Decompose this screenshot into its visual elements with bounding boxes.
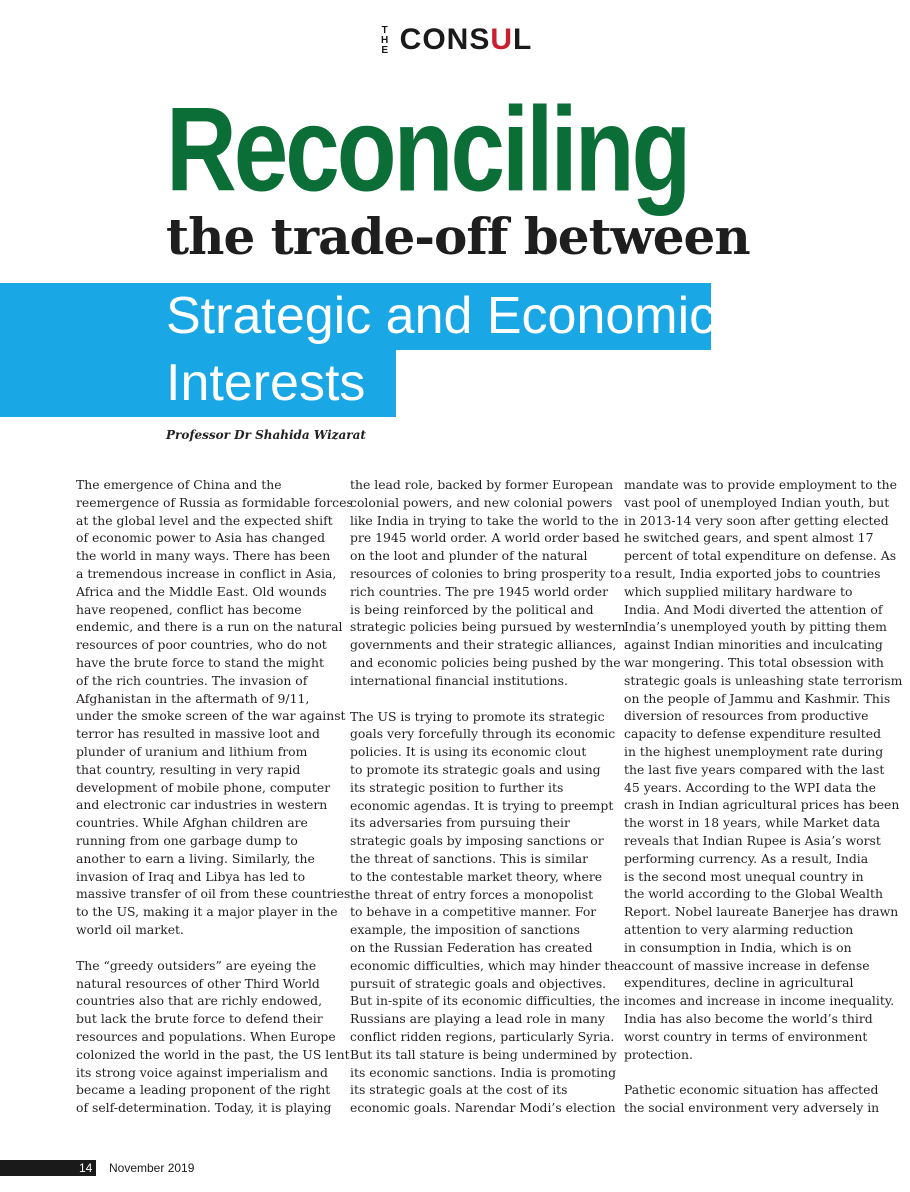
article-line: countries. While Afghan children are (76, 815, 308, 831)
article-line: war mongering. This total obsession with (624, 654, 884, 670)
article-line: its economic sanctions. India is promoting (350, 1064, 617, 1080)
article-line: vast pool of unemployed Indian youth, but (624, 494, 890, 510)
article-line: economic goals. Narendar Modi’s election (350, 1100, 616, 1116)
article-paragraph (624, 1081, 886, 1117)
article-line: worst country in terms of environment (624, 1028, 868, 1044)
article-line: of self-determination. Today, it is playing (76, 1100, 332, 1116)
masthead-the-letter: E (381, 45, 388, 56)
article-line: colonial powers, and new colonial powers (350, 494, 613, 510)
article-line: percent of total expenditure on defense. As (624, 548, 897, 564)
article-line: terror has resulted in massive loot and (76, 726, 320, 742)
article-line: the worst in 18 years, while Market data (624, 815, 881, 831)
article-paragraph (76, 476, 353, 939)
article-line: its strong voice against imperialism and (76, 1064, 328, 1080)
article-line: to the contestable market theory, where (350, 868, 603, 884)
article-line: the world in many ways. There has been (76, 548, 331, 564)
article-line: a result, India exported jobs to countries (624, 565, 881, 581)
article-line: to the US, making it a major player in the (76, 904, 338, 920)
masthead-the-text (380, 26, 390, 56)
article-line: under the smoke screen of the war against (76, 708, 346, 724)
article-line: the lead role, backed by former European (350, 477, 614, 492)
article-line: attention to very alarming reduction (624, 921, 854, 937)
article-line: The US is trying to promote its strategic (350, 708, 605, 724)
article-line: development of mobile phone, computer (76, 779, 331, 795)
article-line: that country, resulting in very rapid (76, 761, 301, 777)
article-line: strategic goals is unleashing state terrorism (624, 672, 903, 688)
page-number: 14 (79, 1161, 93, 1175)
article-line: governments and their strategic alliances, (350, 637, 617, 653)
article-line: invasion of Iraq and Libya has led to (76, 868, 306, 884)
article-line: to behave in a competitive manner. For (350, 904, 597, 920)
article-line: reemergence of Russia as formidable forces (76, 494, 353, 510)
article-line: But in-spite of its economic difficulties, the (350, 993, 620, 1009)
article-line: countries also that are richly endowed, (76, 993, 323, 1009)
article-line: and electronic car industries in western (76, 797, 328, 813)
article-line: of the rich countries. The invasion of (76, 672, 308, 688)
article-line: The emergence of China and the (76, 477, 282, 492)
article-line: the last five years compared with the last (624, 761, 885, 777)
article-paragraph (76, 957, 350, 1117)
article-line: the threat of entry forces a monopolist (350, 886, 594, 902)
article-line: natural resources of other Third World (76, 975, 320, 991)
masthead-name: CONSUL (399, 23, 533, 56)
article-line: conflict ridden regions, particularly Syria. (350, 1028, 615, 1044)
article-line: is being reinforced by the political and (350, 601, 594, 617)
article-line: plunder of uranium and lithium from (76, 743, 308, 759)
masthead-the (380, 26, 390, 56)
article-line: diversion of resources from productive (624, 708, 869, 724)
article-line: pre 1945 world order. A world order based (350, 530, 620, 546)
article-line: strategic goals by imposing sanctions or (350, 833, 604, 849)
article-line: became a leading proponent of the right (76, 1082, 331, 1098)
title-band-line-2: Interests (166, 354, 366, 412)
article-line: have reopened, conflict has become (76, 601, 302, 617)
masthead-the-letter: H (381, 35, 389, 46)
article-line: example, the imposition of sanctions (350, 922, 580, 938)
article-line: economic agendas. It is trying to preempt (350, 797, 614, 813)
article-line: India. And Modi diverted the attention of (624, 601, 883, 617)
article-column-1 (76, 476, 353, 1135)
article-line: mandate was to provide employment to the (624, 477, 897, 492)
article-line: like India in trying to take the world to the (350, 512, 619, 528)
article-line: against Indian minorities and inculcating (624, 637, 883, 653)
article-line: economic difficulties, which may hinder the (350, 957, 625, 973)
article-line: running from one garbage dump to (76, 832, 298, 848)
article-line: on the people of Jammu and Kashmir. This (624, 690, 891, 706)
masthead-the-letter: T (381, 25, 388, 36)
article-line: goals very forcefully through its economic (350, 726, 616, 742)
article-line: world oil market. (76, 921, 184, 937)
article-line: reveals that Indian Rupee is Asia’s worst (624, 832, 881, 848)
article-paragraph (624, 476, 903, 1063)
article-line: resources of poor countries, who do not (76, 637, 327, 653)
article-line: policies. It is using its economic clout (350, 744, 587, 760)
article-line: its strategic goals at the cost of its (350, 1082, 568, 1098)
article-line: colonized the world in the past, the US lent (76, 1046, 350, 1062)
article-line: at the global level and the expected shift (76, 512, 333, 528)
article-line: in the highest unemployment rate during (624, 743, 884, 759)
article-line: he switched gears, and spent almost 17 (624, 530, 874, 546)
article-line: Report. Nobel laureate Banerjee has drawn (624, 904, 899, 920)
article-line: resources of colonies to bring prosperity to (350, 565, 623, 581)
masthead-logo (0, 22, 910, 62)
article-line: resources and populations. When Europe (76, 1028, 336, 1044)
article-paragraph (350, 476, 626, 690)
article-line: The “greedy outsiders” are eyeing the (76, 957, 317, 973)
article-line: crash in Indian agricultural prices has been (624, 797, 900, 813)
article-line: is the second most unequal country in (624, 868, 864, 884)
article-line: another to earn a living. Similarly, the (76, 850, 315, 866)
article-line: the threat of sanctions. This is similar (350, 850, 589, 866)
article-line: massive transfer of oil from these countries (76, 886, 351, 902)
article-line: But its tall stature is being undermined by (350, 1046, 617, 1062)
article-line: incomes and increase in income inequality. (624, 993, 895, 1009)
article-line: Afghanistan in the aftermath of 9/11, (76, 690, 310, 706)
article-line: its strategic position to further its (350, 779, 564, 795)
article-line: India has also become the world’s third (624, 1010, 873, 1026)
headline: Reconciling (166, 81, 689, 217)
article-line: India’s unemployed youth by pitting them (624, 619, 887, 635)
article-line: of economic power to Asia has changed (76, 530, 326, 546)
article-line: Pathetic economic situation has affected (624, 1082, 879, 1098)
article-line: capacity to defense expenditure resulted (624, 726, 882, 742)
article-line: account of massive increase in defense (624, 957, 870, 973)
article-line: on the loot and plunder of the natural (350, 548, 588, 564)
author-byline: Professor Dr Shahida Wizarat (166, 428, 366, 442)
article-line: have the brute force to stand the might (76, 654, 324, 670)
issue-date: November 2019 (109, 1161, 195, 1175)
article-line: 45 years. According to the WPI data the (624, 779, 876, 795)
article-line: but lack the brute force to defend their (76, 1011, 323, 1027)
subheadline: the trade-off between (166, 207, 750, 266)
article-line: protection. (624, 1046, 693, 1062)
article-line: Russians are playing a lead role in many (350, 1011, 605, 1027)
article-line: to promote its strategic goals and using (350, 761, 601, 777)
article-line: international financial institutions. (350, 672, 568, 688)
article-line: strategic policies being pursued by western (350, 619, 626, 635)
article-column-2 (350, 476, 626, 1135)
article-line: pursuit of strategic goals and objectives. (350, 975, 607, 991)
article-line: and economic policies being pushed by the (350, 654, 621, 670)
article-line: its adversaries from pursuing their (350, 815, 570, 831)
article-line: in 2013-14 very soon after getting elected (624, 512, 889, 528)
article-line: Africa and the Middle East. Old wounds (76, 583, 327, 599)
article-line: rich countries. The pre 1945 world order (350, 583, 609, 599)
article-line: performing currency. As a result, India (624, 850, 869, 866)
article-line: the social environment very adversely in (624, 1100, 880, 1116)
article-paragraph (350, 708, 625, 1117)
article-line: which supplied military hardware to (624, 583, 853, 599)
article-line: in consumption in India, which is on (624, 939, 852, 955)
article-line: the world according to the Global Wealth (624, 886, 883, 902)
article-line: a tremendous increase in conflict in Asia, (76, 565, 337, 581)
article-line: expenditures, decline in agricultural (624, 975, 854, 991)
article-line: endemic, and there is a run on the natural (76, 619, 343, 635)
title-band-line-1: Strategic and Economic (166, 287, 716, 345)
article-line: on the Russian Federation has created (350, 939, 593, 955)
article-column-3 (624, 476, 903, 1135)
